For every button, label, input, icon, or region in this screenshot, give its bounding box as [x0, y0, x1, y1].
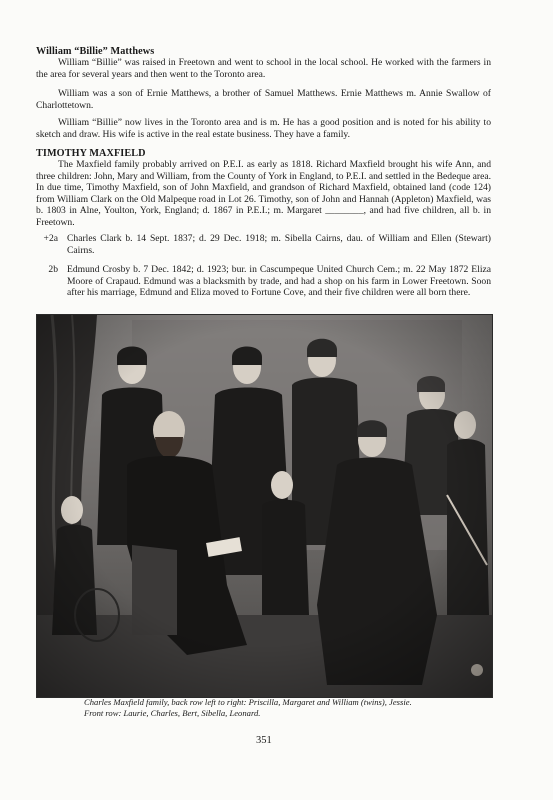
photo-caption	[84, 697, 494, 719]
section-heading-maxfield: TIMOTHY MAXFIELD	[36, 148, 146, 159]
entry-text-2a: Charles Clark b. 14 Sept. 1837; d. 29 Dec. 1918; m. Sibella Cairns, dau. of William and Ellen (Stewart) Cairns.	[67, 233, 491, 256]
paragraph-matthews-2: William was a son of Ernie Matthews, a brother of Samuel Matthews. Ernie Matthews m. Annie Swallow of Charlottetown.	[36, 88, 491, 111]
photo-caption-line-1: Charles Maxfield family, back row left to right: Priscilla, Margaret and William (twins), Jessie.	[84, 697, 412, 707]
family-photograph	[36, 314, 493, 698]
family-photograph-image	[37, 315, 492, 697]
entry-text-2b: Edmund Crosby b. 7 Dec. 1842; d. 1923; bur. in Cascumpeque United Church Cem.; m. 22 May 1872 Eliza Moore of Crapaud. Edmund was a blacksmith by trade, and had a shop on his farm in Lower Freetown. Soon after his marriage, Edmund and Eliza moved to Fortune Cove, and their five children were all born there.	[67, 264, 491, 299]
section-heading-matthews: William “Billie” Matthews	[36, 46, 155, 57]
paragraph-maxfield-intro: The Maxfield family probably arrived on P.E.I. as early as 1818. Richard Maxfield brought his wife Ann, and three children: John, Mary and William, from the County of York in England, to P.E.I. and settled in the Bedeque area. In due time, Timothy Maxfield, son of John Maxfield, and grandson of Richard Maxfield, obtained land (code 124) from William Clark on the Old Malpeque road in Lot 26. Timothy, son of John and Hannah (Appleton) Maxfield, was b. 1803 in Alne, Youlton, York, England; d. 1867 in P.E.I.; m. Margaret ________, and had five children, all b. in Freetown.	[36, 159, 491, 228]
paragraph-matthews-1: William “Billie” was raised in Freetown and went to school in the local school. He worked with the farmers in the area for several years and then went to the Toronto area.	[36, 57, 491, 80]
paragraph-matthews-3: William “Billie” now lives in the Toronto area and is m. He has a good position and is noted for his ability to sketch and draw. His wife is active in the real estate business. They have a family.	[36, 117, 491, 140]
entry-id-2b: 2b	[48, 264, 58, 275]
photo-caption-line-2: Front row: Laurie, Charles, Bert, Sibella, Leonard.	[84, 708, 261, 718]
page-number: 351	[256, 735, 272, 746]
entry-id-2a: +2a	[43, 233, 58, 244]
